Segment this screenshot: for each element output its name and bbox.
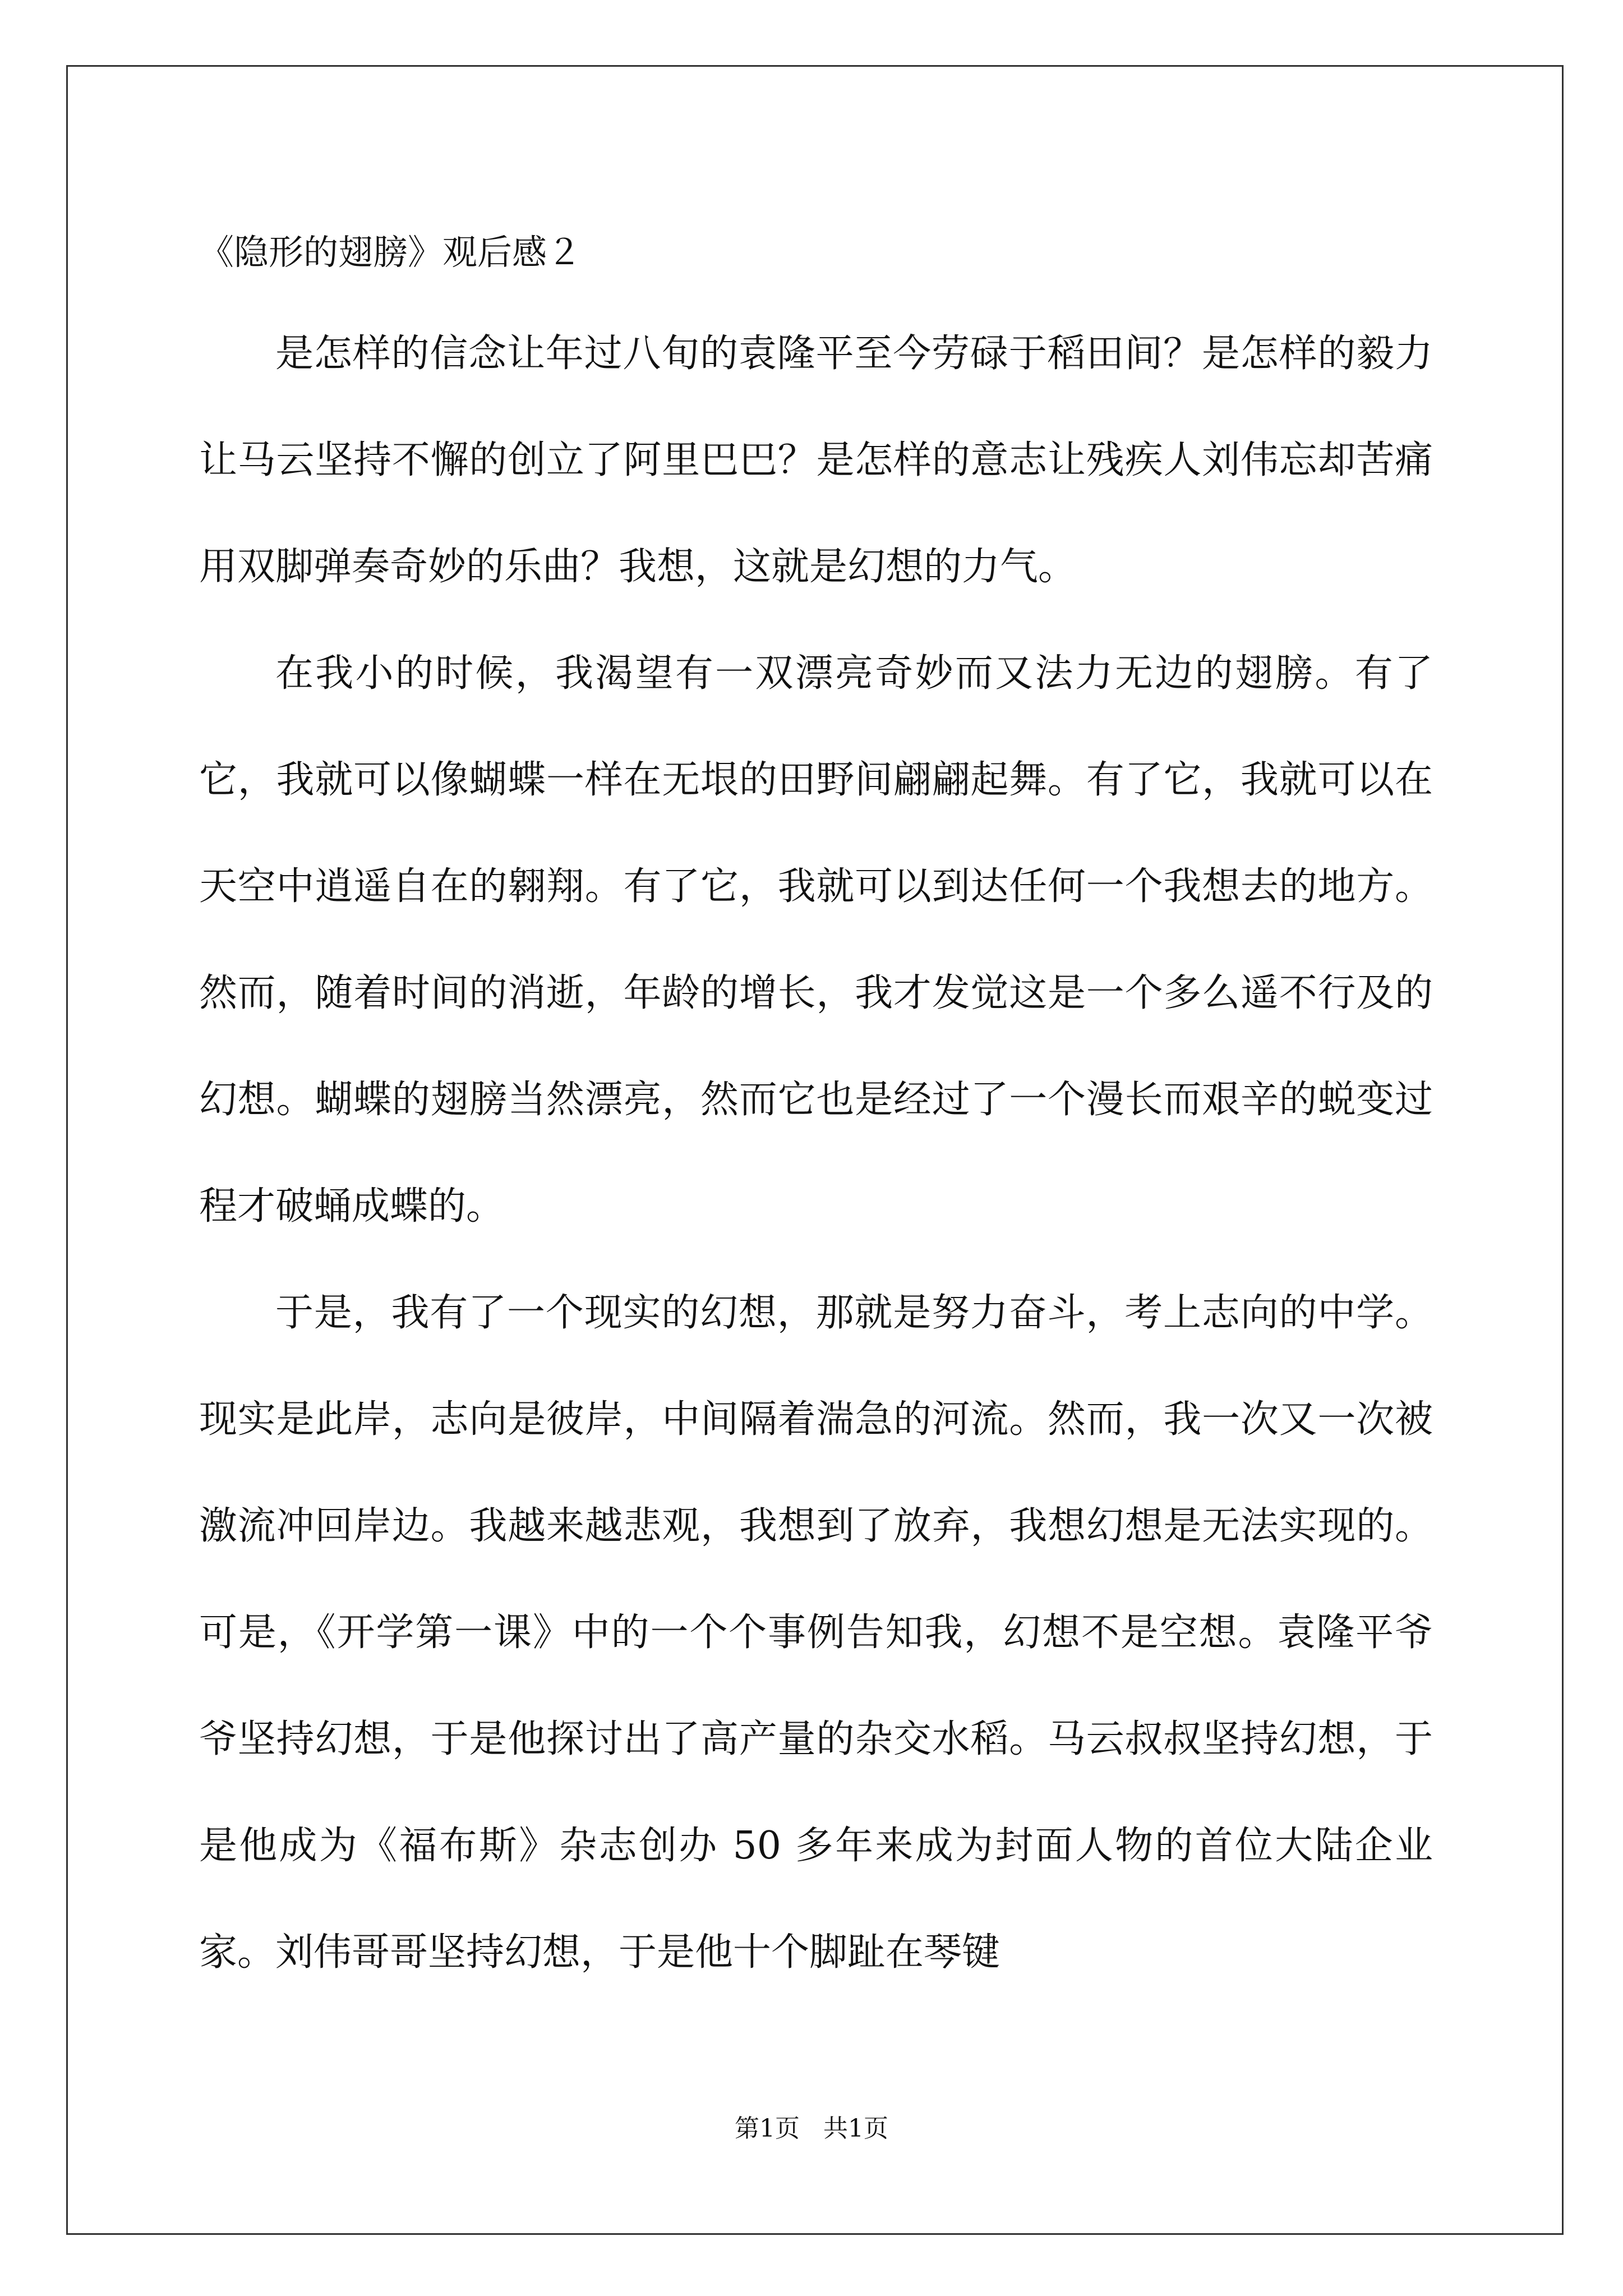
paragraph-2: 在我小的时候，我渴望有一双漂亮奇妙而又法力无边的翅膀。有了它，我就可以像蝴蝶一样在无垠的田野间翩翩起舞。有了它，我就可以在天空中逍遥自在的翱翔。有了它，我就可以到达任何一个我想去的地方。然而，随着时间的消逝，年龄的增长，我才发觉这是一个多么遥不行及的幻想。蝴蝶的翅膀当然漂亮，然而它也是经过了一个漫长而艰辛的蜕变过程才破蛹成蝶的。 (199, 651, 1433, 1228)
document-body (199, 224, 1433, 2006)
paragraph-3: 于是，我有了一个现实的幻想，那就是努力奋斗，考上志向的中学。现实是此岸，志向是彼岸，中间隔着湍急的河流。然而，我一次又一次被激流冲回岸边。我越来越悲观，我想到了放弃，我想幻想是无法实现的。可是，《开学第一课》中的一个个事例告知我，幻想不是空想。袁隆平爷爷坚持幻想，于是他探讨出了高产量的杂交水稻。马云叔叔坚持幻想，于是他成为《福布斯》杂志创办 50 多年来成为封面人物的首位大陆企业家。刘伟哥哥坚持幻想，于是他十个脚趾在琴键 (199, 1291, 1433, 1975)
paragraph-1: 是怎样的信念让年过八旬的袁隆平至今劳碌于稻田间？是怎样的毅力让马云坚持不懈的创立了阿里巴巴？是怎样的意志让残疾人刘伟忘却苦痛用双脚弹奏奇妙的乐曲？我想，这就是幻想的力气。 (199, 332, 1433, 589)
document-title: 《隐形的翅膀》观后感２ (199, 232, 582, 273)
page-footer: 第1页 共1页 (735, 2114, 888, 2143)
